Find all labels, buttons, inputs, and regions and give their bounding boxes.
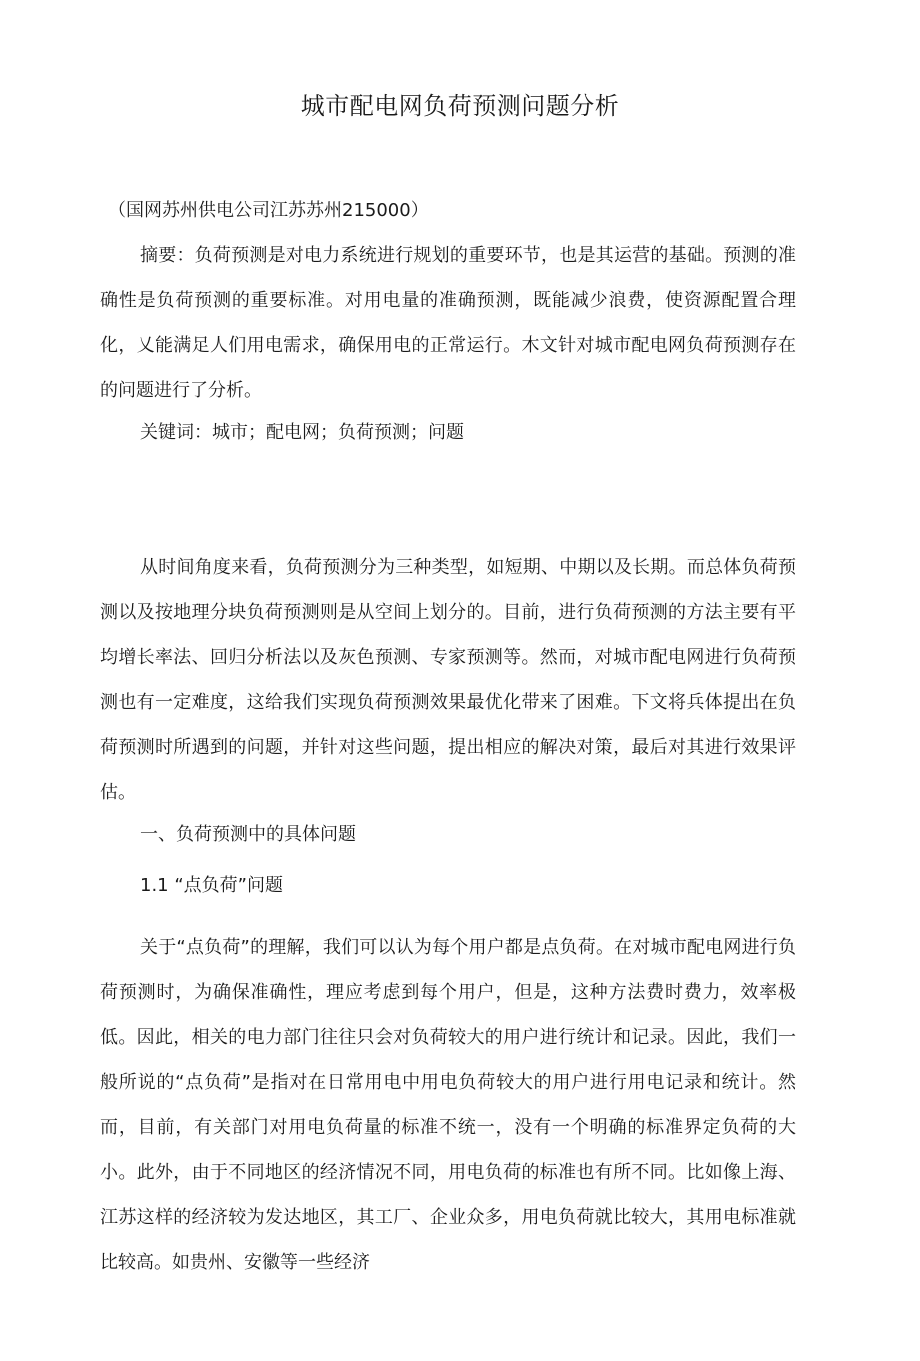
subsection-heading: 1.1 “点负荷”问题 — [140, 875, 283, 896]
author-affiliation: （国网苏州供电公司江苏苏州215000） — [108, 200, 429, 221]
body-paragraph: 关于“点负荷”的理解，我们可以认为每个用户都是点负荷。在对城市配电网进行负荷预测时，为确保准确性，理应考虑到每个用户，但是，这种方法费时费力，效率极低。因此，相关的电力部门往往只会对负荷较大的用户进行统计和记录。因此，我们一般所说的“点负荷”是指对在日常用电中用电负荷较大的用户进行用电记录和统计。然而，目前，有关部门对用电负荷量的标准不统一，没有一个明确的标准界定负荷的大小。此外，由于不同地区的经济情况不同，用电负荷的标准也有所不同。比如像上海、江苏这样的经济较为发达地区，其工厂、企业众多，用电负荷就比较大，其用电标准就比较高。如贵州、安徽等一些经济 — [100, 937, 796, 1273]
abstract-paragraph: 摘要：负荷预测是对电力系统进行规划的重要环节，也是其运营的基础。预测的准确性是负荷预测的重要标准。对用电量的准确预测，既能减少浪费，使资源配置合理化，乂能满足人们用电需求，确保用电的正常运行。木文针对城市配电网负荷预测存在的问题进行了分析。 — [100, 245, 796, 401]
intro-paragraph: 从时间角度来看，负荷预测分为三种类型，如短期、中期以及长期。而总体负荷预测以及按地理分块负荷预测则是从空间上划分的。目前，进行负荷预测的方法主要有平均增长率法、回归分析法以及灰色预测、专家预测等。然而，对城市配电网进行负荷预测也有一定难度，这给我们实现负荷预测效果最优化带来了困难。下文将兵体提出在负荷预测时所遇到的问题，并针对这些问题，提出相应的解决对策，最后对其进行效果评估。 — [100, 557, 796, 803]
document-title: 城市配电网负荷预测问题分析 — [300, 92, 620, 120]
keywords-line: 关键词：城市；配电网；负荷预测；问题 — [140, 422, 464, 443]
section-heading: 一、负荷预测中的具体问题 — [140, 824, 356, 845]
